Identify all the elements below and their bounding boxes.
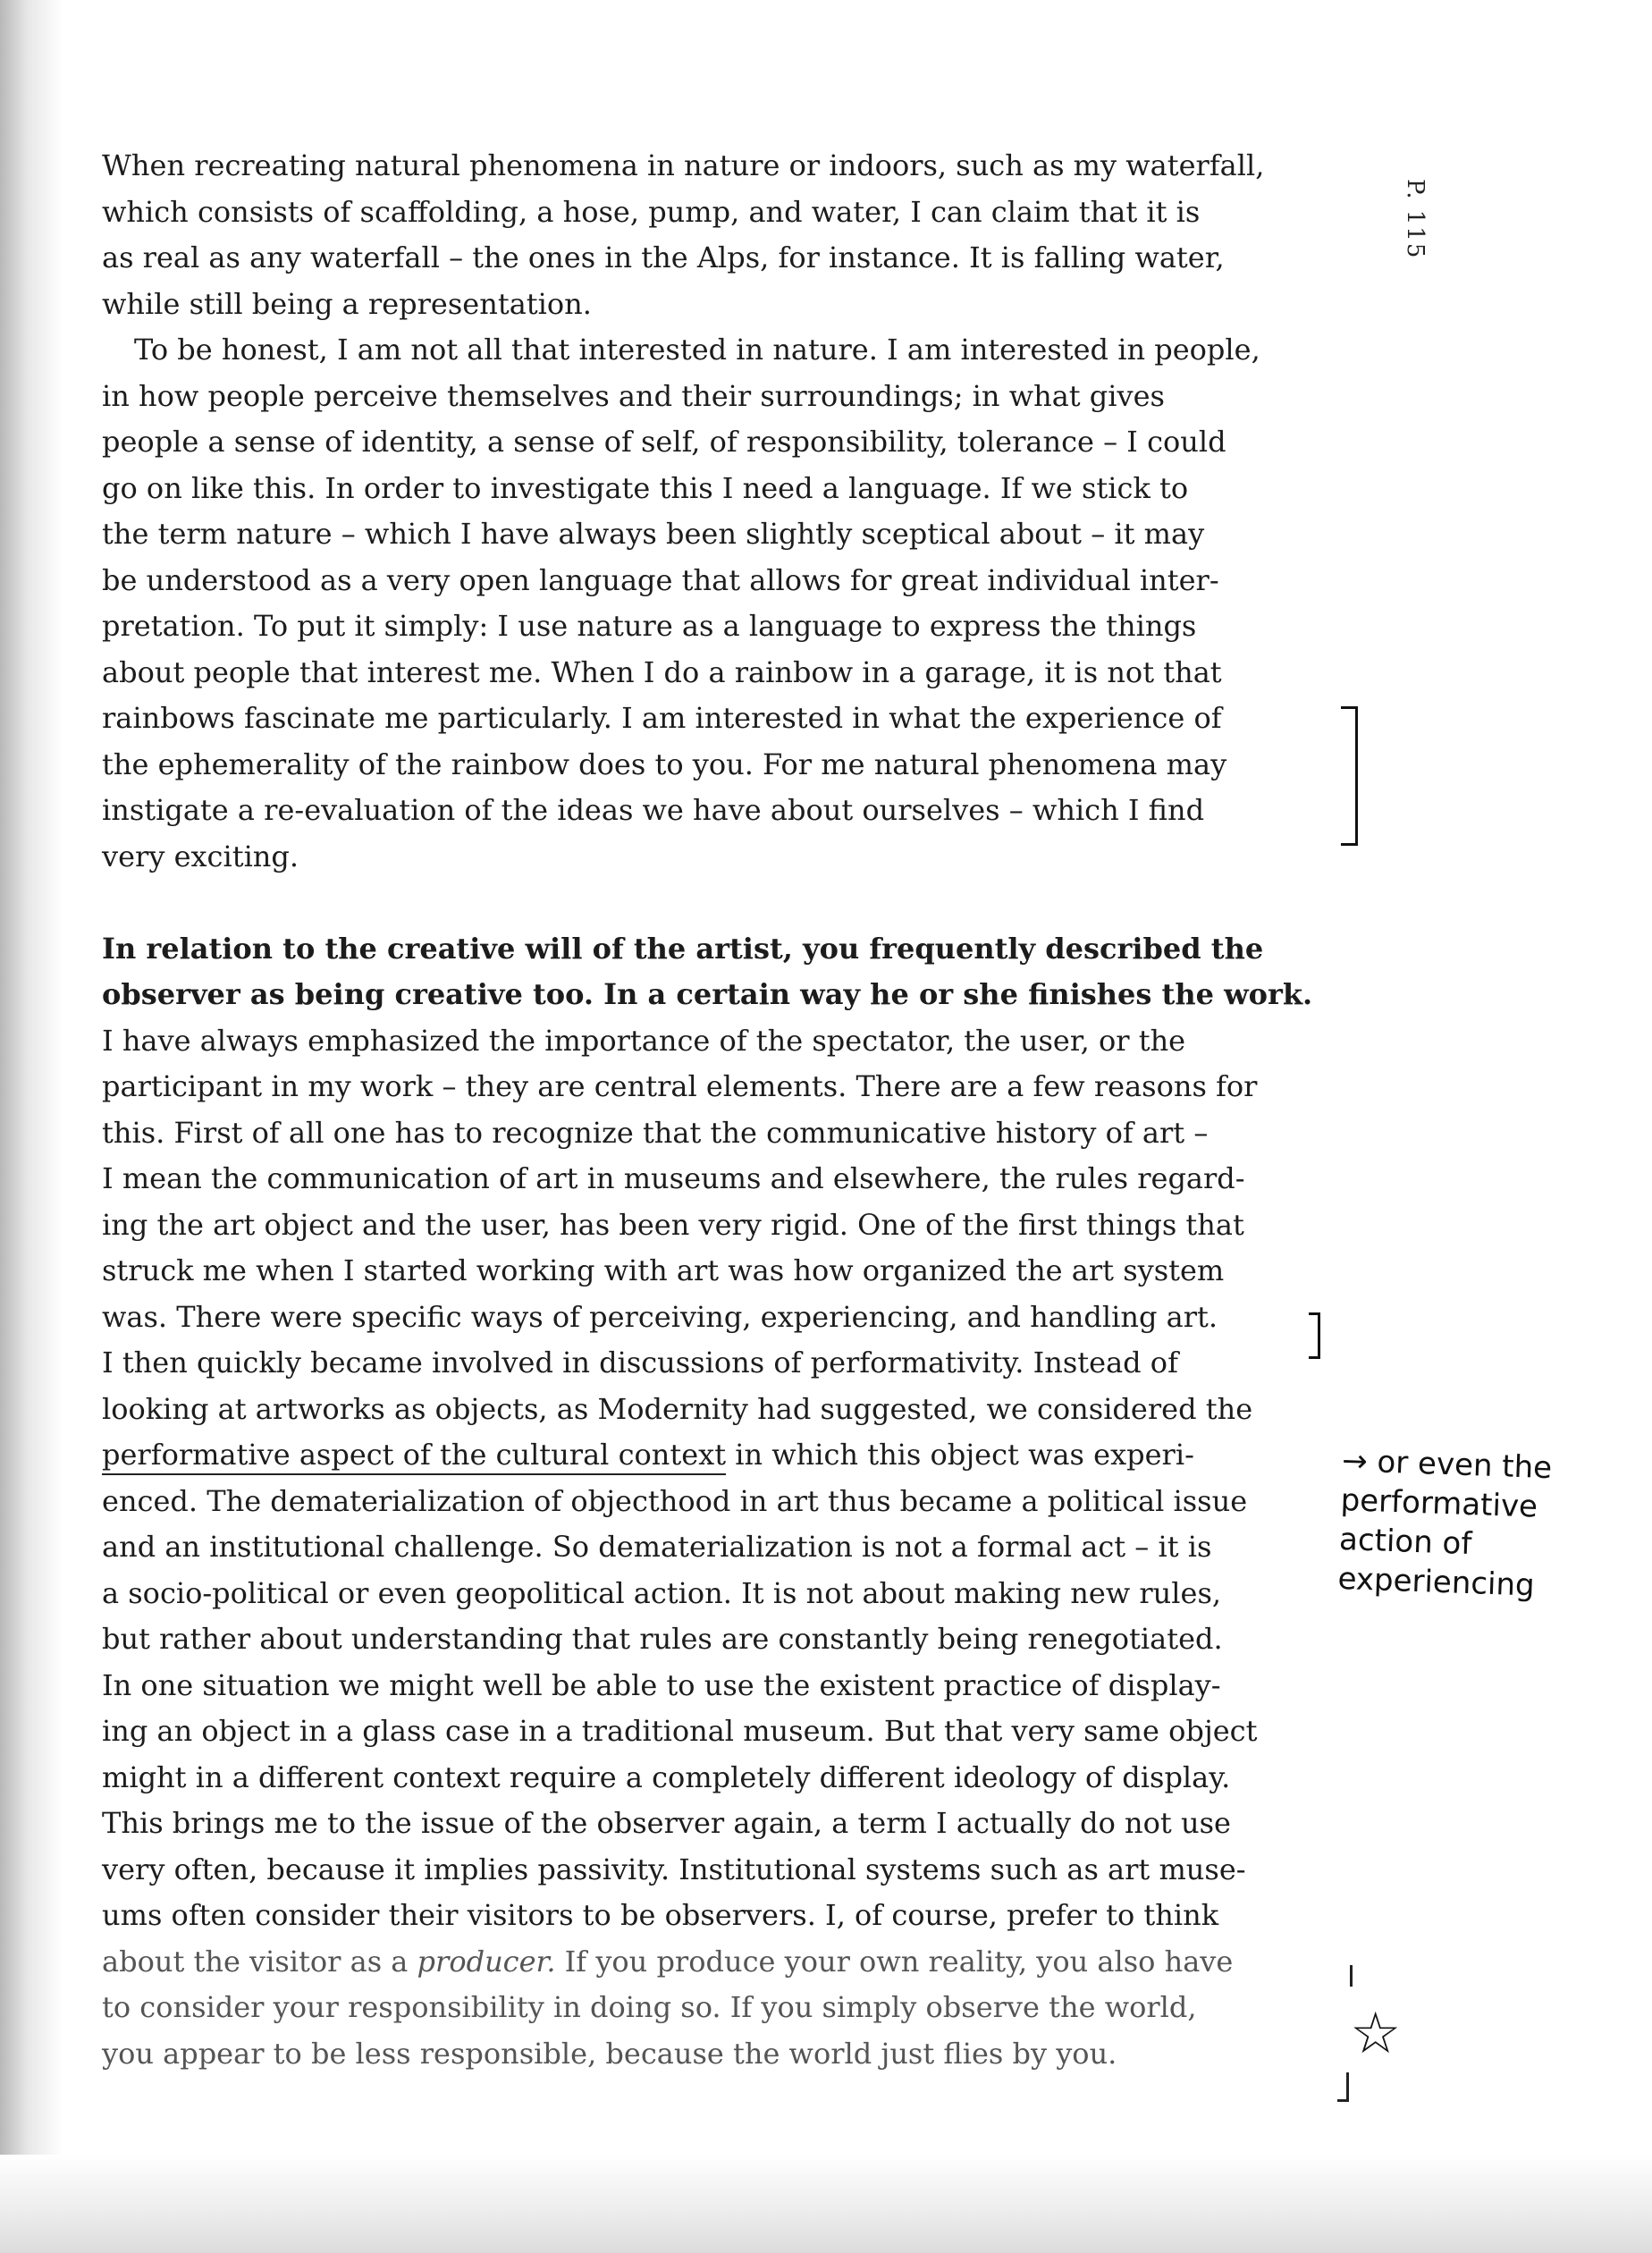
text-line: the term nature – which I have always been slightly sceptical about – it may [102, 517, 1205, 551]
star-icon: ☆ [1350, 2001, 1402, 2067]
text-line: I have always emphasized the importance of the spectator, the user, or the [102, 1023, 1186, 1058]
text-line: was. There were specific ways of perceiving, experiencing, and handling art. [102, 1299, 1218, 1334]
note-line: experiencing [1336, 1560, 1536, 1604]
body-text [102, 143, 1353, 2077]
text-line: enced. The dematerialization of objecthood in art thus became a political issue [102, 1483, 1248, 1518]
text-line: the ephemerality of the rainbow does to you. For me natural phenomena may [102, 747, 1227, 781]
paragraph-2 [102, 327, 1353, 880]
question-line: observer as being creative too. In a certain way he or she finishes the work. [102, 977, 1313, 1011]
interview-question [102, 926, 1353, 1018]
text-line: be understood as a very open language that allows for great individual inter- [102, 562, 1219, 597]
text-line: ing the art object and the user, has been very rigid. One of the first things that [102, 1207, 1244, 1242]
margin-tick-bottom [1337, 2072, 1349, 2102]
text-line-underlined [102, 1432, 1353, 1479]
text-line: but rather about understanding that rules are constantly being renegotiated. [102, 1622, 1223, 1656]
page-number: P. 115 [1402, 179, 1429, 260]
text-line: ums often consider their visitors to be observers. I, of course, prefer to think [102, 1898, 1219, 1932]
text-line: might in a different context require a completely different ideology of display. [102, 1759, 1231, 1794]
text-line: people a sense of identity, a sense of self, of responsibility, tolerance – I could [102, 425, 1226, 459]
text-line: go on like this. In order to investigate this I need a language. If we stick to [102, 470, 1189, 505]
text-line: and an institutional challenge. So dematerialization is not a formal act – it is [102, 1530, 1212, 1564]
note-line: action of [1338, 1521, 1473, 1563]
text-line: you appear to be less responsible, because the world just flies by you. [102, 2036, 1117, 2071]
text-line: I mean the communication of art in museums and elsewhere, the rules regard- [102, 1161, 1245, 1195]
text-line: which consists of scaffolding, a hose, pump, and water, I can claim that it is [102, 194, 1201, 229]
text-line: pretation. To put it simply: I use nature as a language to express the things [102, 609, 1197, 643]
margin-bracket-rainbow [1341, 706, 1358, 846]
text-line: to consider your responsibility in doing so. If you simply observe the world, [102, 1990, 1197, 2024]
scan-shadow-left [0, 0, 63, 2253]
text-line: This brings me to the issue of the observer again, a term I actually do not use [102, 1806, 1231, 1840]
text-line: in how people perceive themselves and their surroundings; in what gives [102, 378, 1165, 413]
text-line: very exciting. [102, 839, 299, 873]
text-line: ing an object in a glass case in a traditional museum. But that very same object [102, 1714, 1258, 1748]
text-line-rest: in which this object was experi- [726, 1438, 1194, 1472]
margin-tick-top [1341, 1965, 1353, 1987]
handwritten-margin-note [1337, 1441, 1638, 1608]
text-line: participant in my work – they are central elements. There are a few reasons for [102, 1069, 1258, 1103]
note-line: performative [1339, 1481, 1538, 1525]
text-line: this. First of all one has to recognize that the communicative history of art – [102, 1115, 1209, 1150]
handwritten-underline: performative aspect of the cultural context [102, 1438, 726, 1475]
text-line: rainbows fascinate me particularly. I am interested in what the experience of [102, 701, 1222, 735]
text-line: while still being a representation. [102, 286, 592, 321]
text-line: looking at artworks as objects, as Modernity had suggested, we considered the [102, 1391, 1253, 1426]
interview-answer [102, 1018, 1353, 2078]
margin-bracket-art-system [1309, 1312, 1320, 1359]
scan-shadow-bottom [0, 2155, 1652, 2253]
paragraph-1 [102, 143, 1353, 327]
text-line: very often, because it implies passivity. Institutional systems such as art muse- [102, 1852, 1246, 1886]
text-line-producer [102, 1939, 1353, 1986]
text-line: In one situation we might well be able to use the existent practice of display- [102, 1667, 1221, 1702]
text-line-start: about the visitor as a [102, 1944, 417, 1979]
text-line: I then quickly became involved in discussions of performativity. Instead of [102, 1346, 1178, 1380]
text-line-end: If you produce your own reality, you also have [555, 1944, 1234, 1979]
paragraph-gap [102, 880, 1353, 926]
text-line: a socio-political or even geopolitical action. It is not about making new rules, [102, 1575, 1222, 1610]
note-line: → or even the [1341, 1442, 1553, 1487]
question-line: In relation to the creative will of the artist, you frequently described the [102, 931, 1264, 966]
text-line: as real as any waterfall – the ones in the Alps, for instance. It is falling water, [102, 240, 1225, 274]
text-line: instigate a re-evaluation of the ideas we have about ourselves – which I find [102, 793, 1205, 827]
text-line: struck me when I started working with art was how organized the art system [102, 1253, 1225, 1287]
text-line: When recreating natural phenomena in nature or indoors, such as my waterfall, [102, 148, 1265, 182]
emphasis-producer: producer. [417, 1944, 556, 1979]
text-line: To be honest, I am not all that interested in nature. I am interested in people, [134, 333, 1260, 367]
text-line: about people that interest me. When I do a rainbow in a garage, it is not that [102, 654, 1222, 689]
